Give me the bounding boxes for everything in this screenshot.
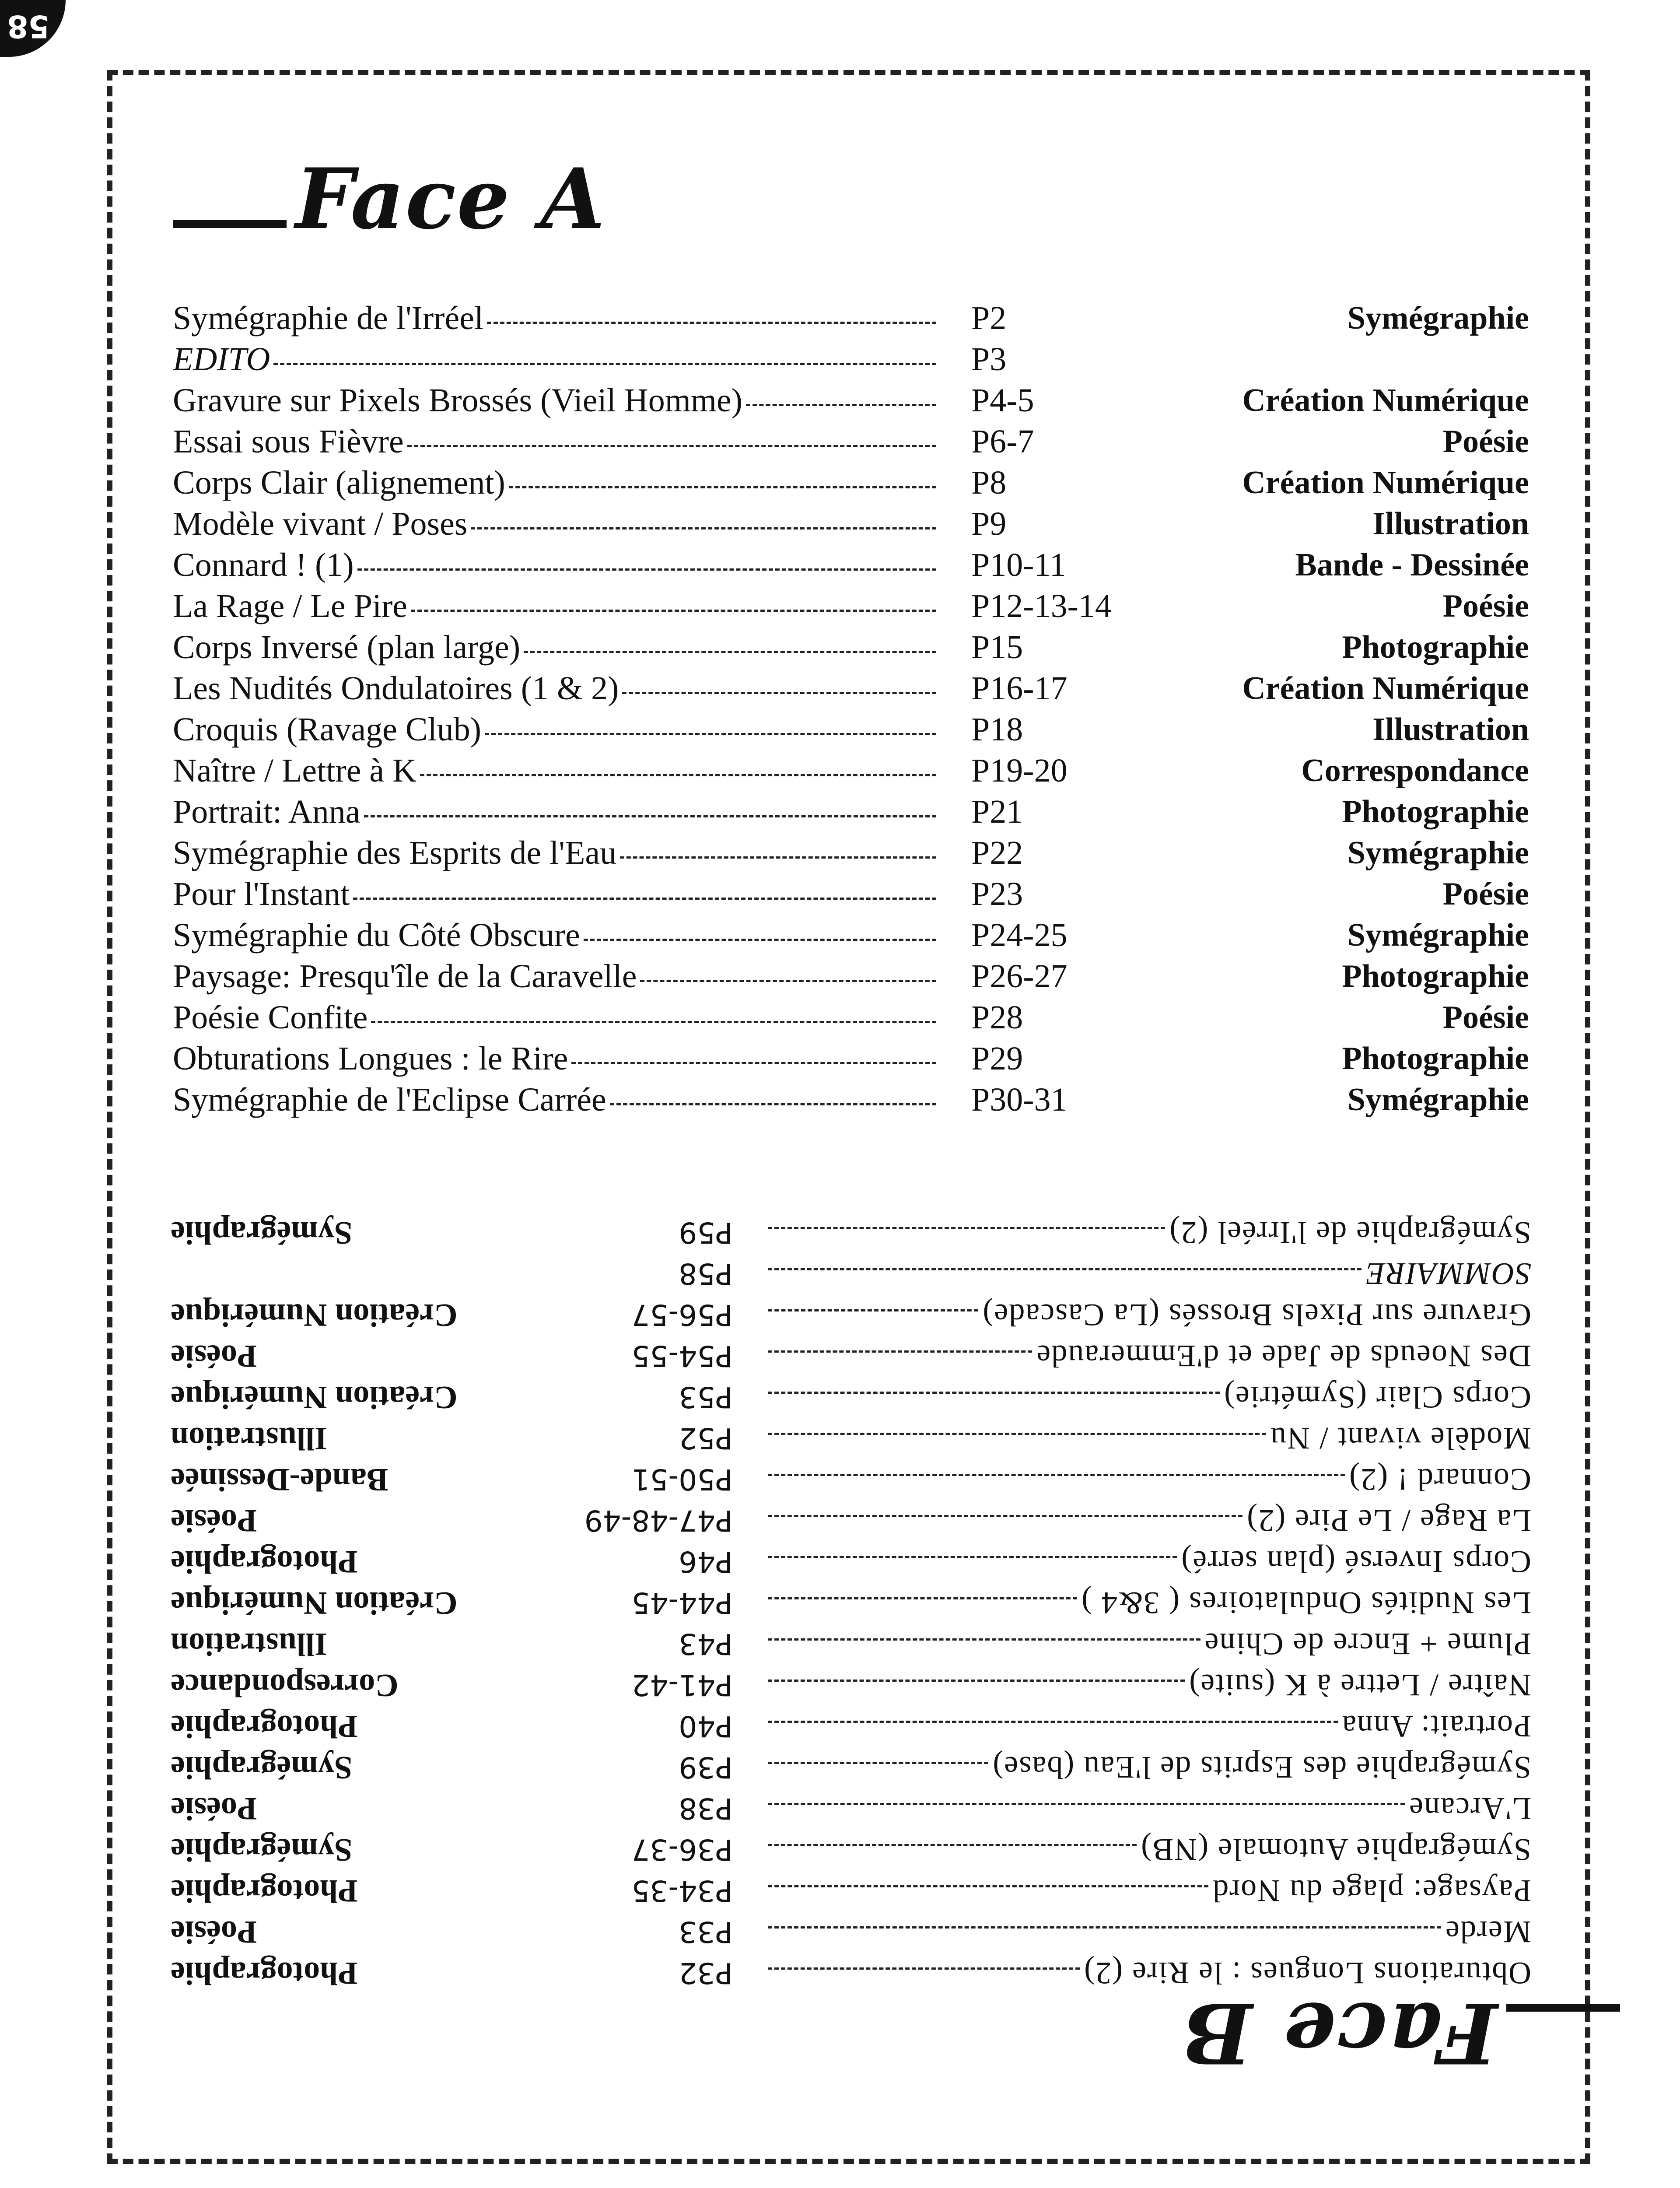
dash-leader [768,1762,988,1764]
toc-entry-pages: P18 [971,711,1023,748]
toc-entry-category: Création Numérique [1242,464,1529,501]
toc-row [171,1377,1531,1418]
toc-entry-pages: P54-55 [631,1339,733,1373]
toc-entry-pages: P36-37 [631,1833,733,1867]
toc-entry-title [173,505,936,543]
dash-leader [768,1886,1208,1888]
dash-leader [485,733,936,735]
toc-entry-pages: P32 [679,1956,733,1990]
dash-leader [471,527,936,529]
toc-entry-category: Poésie [171,1914,257,1950]
toc-entry-title-text: Essai sous Fièvre [173,423,404,460]
heading-underline [1506,2004,1620,2012]
toc-entry-title [768,1379,1531,1416]
toc-entry-title-text: La Rage / Le Pire (2) [1246,1503,1531,1539]
toc-entry-pages: P28 [971,999,1023,1036]
dash-leader [640,980,936,982]
toc-entry-title [768,1462,1531,1498]
page-number-tab [0,0,66,57]
toc-entry-title-text: Modèle vivant / Nu [1270,1421,1531,1456]
toc-entry-category: Photographie [171,1708,358,1745]
toc-entry-category: Photographie [1342,793,1529,830]
toc-entry-pages: P59 [679,1216,733,1250]
toc-entry-pages: P8 [971,464,1007,501]
toc-entry-pages: P30-31 [971,1081,1068,1118]
toc-entry-pages: P56-57 [631,1298,733,1332]
toc-entry-category: Correspondance [171,1667,399,1704]
toc-entry-pages: P53 [679,1380,733,1414]
toc-row [173,668,1529,709]
toc-row [173,421,1529,462]
toc-entry-title [173,793,936,831]
toc-entry-title-text: Corps Inversé (plan serré) [1180,1544,1531,1580]
dash-leader [420,774,936,776]
toc-row [173,627,1529,668]
toc-entry-category: Photographie [171,1873,358,1909]
toc-row [173,462,1529,503]
dash-leader [768,1474,1345,1476]
dash-leader [768,1803,1405,1806]
toc-entry-pages: P41-42 [631,1668,733,1702]
toc-entry-category: Symégraphie [1347,300,1529,336]
toc-entry-category: Création Numérique [1242,670,1529,706]
toc-entry-category: Symégraphie [171,1215,353,1251]
toc-entry-category: Illustration [1372,711,1529,747]
toc-row [171,1623,1531,1665]
dash-leader [610,1103,936,1105]
toc-row [173,339,1529,380]
toc-entry-pages: P33 [679,1915,733,1949]
toc-entry-pages: P2 [971,299,1007,337]
face-b-table-of-contents [171,1212,1531,1994]
toc-entry-title [768,1914,1531,1950]
toc-entry-category: Symégraphie [1347,917,1529,953]
toc-entry-title [173,916,936,954]
dash-leader [768,1269,1362,1271]
toc-entry-title [768,1420,1531,1457]
toc-entry-pages: P47-48-49 [584,1504,733,1538]
dash-leader [353,898,936,900]
dash-leader [768,1515,1242,1518]
dash-leader [768,1844,1137,1847]
toc-row [173,298,1529,339]
toc-row [171,1788,1531,1829]
dash-leader [357,568,936,571]
toc-entry-title [768,1873,1531,1909]
toc-entry-pages: P22 [971,834,1023,871]
toc-entry-title [768,1297,1531,1333]
toc-row [171,1418,1531,1459]
toc-entry-title-text: Obturations Longues : le Rire [173,1040,568,1077]
toc-entry-title-text: Symégraphie de l'Eclipse Carrée [173,1081,606,1118]
toc-entry-category: Poésie [1442,588,1529,624]
toc-entry-title-text: La Rage / Le Pire [173,587,408,624]
toc-entry-category: Bande - Dessinée [1295,547,1529,583]
toc-entry-title [173,464,936,502]
toc-row [171,1665,1531,1706]
toc-entry-title-text: Corps Inversé (plan large) [173,628,521,666]
toc-entry-title-text: Les Nudités Ondulatoires ( 3&4 ) [1081,1585,1531,1621]
toc-entry-pages: P24-25 [971,916,1068,954]
toc-entry-pages: P21 [971,793,1023,830]
dash-leader [524,651,936,653]
toc-entry-title [768,1708,1531,1745]
toc-entry-title [768,1256,1531,1292]
toc-entry-title-text: Paysage: plage du Nord [1212,1873,1531,1909]
toc-entry-title-text: Symégraphie de l'Irréel [173,299,484,337]
toc-row [171,1459,1531,1500]
toc-row [171,1541,1531,1582]
toc-entry-category: Symégraphie [1347,835,1529,871]
toc-entry-title-text: Gravure sur Pixels Brossés (La Cascade) [982,1297,1531,1333]
toc-entry-title [768,1626,1531,1662]
toc-entry-title-text: SOMMAIRE [1365,1256,1531,1292]
dash-leader [487,322,936,324]
toc-entry-pages: P40 [679,1709,733,1743]
toc-entry-title-text: Naître / Lettre à K [173,752,417,789]
toc-entry-title [768,1544,1531,1580]
dash-leader [768,1680,1185,1682]
toc-entry-title-text: Modèle vivant / Poses [173,505,468,542]
dash-leader [768,1639,1200,1641]
toc-entry-title-text: Connard ! (1) [173,546,354,583]
toc-entry-pages: P58 [679,1257,733,1291]
toc-row [173,586,1529,627]
toc-row [171,1706,1531,1747]
toc-row [171,1212,1531,1253]
toc-entry-category: Poésie [1442,999,1529,1035]
toc-entry-title [173,670,936,708]
toc-entry-title [173,875,936,913]
toc-entry-category: Création Numérique [1242,382,1529,418]
toc-entry-title-text: Symégraphie de l'Irréel (2) [1169,1215,1531,1251]
toc-entry-title [173,423,936,461]
toc-entry-title-text: Paysage: Presqu'île de la Caravelle [173,957,637,995]
dash-leader [620,856,936,859]
toc-entry-title-text: Pour l'Instant [173,875,350,912]
toc-entry-category: Illustration [1372,505,1529,542]
toc-entry-title [173,628,936,666]
toc-entry-title [173,999,936,1037]
toc-entry-title-text: Symégraphie des Esprits de l'Eau [173,834,617,871]
toc-entry-pages: P34-35 [631,1874,733,1908]
toc-entry-title [768,1667,1531,1704]
toc-entry-title-text: Plume + Encre de Chine [1204,1627,1531,1662]
page-number: 58 [7,8,50,44]
dash-leader [364,815,936,817]
toc-entry-title [768,1338,1531,1375]
toc-entry-pages: P43 [679,1627,733,1661]
toc-entry-category: Poésie [171,1503,257,1539]
toc-entry-category: Symégraphie [171,1750,353,1786]
face-b-heading [1181,1984,1620,2082]
toc-entry-category: Création Numérique [171,1585,458,1621]
toc-entry-title-text: Gravure sur Pixels Brossés (Vieil Homme) [173,382,742,419]
heading-underline [173,220,287,228]
toc-row [171,1870,1531,1911]
dash-leader [768,1927,1441,1929]
dash-leader [407,445,936,447]
toc-entry-title-text: Les Nudités Ondulatoires (1 & 2) [173,670,619,707]
toc-entry-pages: P26-27 [971,957,1068,995]
toc-entry-title [173,299,936,337]
face-a-heading [173,150,606,248]
dash-leader [584,939,936,941]
toc-entry-pages: P19-20 [971,752,1068,789]
toc-entry-title [768,1791,1531,1827]
dash-leader [371,1021,936,1023]
toc-row [173,544,1529,586]
face-b-heading-text: Face B [1181,1984,1498,2082]
toc-entry-title-text: Merde [1445,1914,1531,1950]
dash-leader [768,1598,1077,1600]
face-a-table-of-contents [173,298,1529,1120]
toc-entry-pages: P50-51 [631,1462,733,1497]
toc-entry-title-text: Croquis (Ravage Club) [173,711,482,748]
toc-row [173,791,1529,832]
dash-leader [768,1351,1032,1353]
toc-entry-title [173,834,936,872]
toc-entry-title [768,1832,1531,1868]
toc-entry-title [768,1750,1531,1786]
toc-entry-pages: P16-17 [971,670,1068,707]
toc-entry-title [173,546,936,584]
toc-entry-category: Correspondance [1301,752,1529,789]
dash-leader [411,610,936,612]
toc-entry-pages: P52 [679,1421,733,1455]
toc-entry-category: Bande-Dessinée [171,1462,388,1498]
toc-entry-category: Illustration [171,1626,327,1662]
toc-entry-title [173,711,936,749]
toc-entry-title-text: Symégraphie Automale (NB) [1140,1832,1531,1868]
toc-row [173,873,1529,915]
dash-leader [746,404,936,406]
toc-entry-pages: P46 [679,1545,733,1579]
dash-leader [768,1721,1338,1723]
dash-leader [768,1310,978,1312]
toc-entry-title-text: Portrait: Anna [173,793,360,830]
toc-entry-category: Poésie [1442,876,1529,912]
toc-row [173,750,1529,791]
toc-entry-category: Photographie [171,1955,358,1992]
toc-row [171,1336,1531,1377]
dash-leader [768,1557,1177,1559]
toc-entry-title-text: Des Noeuds de Jade et d'Emmeraude [1036,1339,1531,1374]
toc-entry-title-text: Obturations Longues : le Rire (2) [1083,1956,1531,1991]
toc-row [173,1079,1529,1120]
toc-entry-pages: P4-5 [971,382,1034,419]
toc-entry-category: Symégraphie [171,1832,353,1868]
dash-leader [622,692,936,694]
toc-row [171,1294,1531,1336]
toc-entry-title [173,1081,936,1119]
toc-row [173,832,1529,873]
toc-entry-category: Photographie [1342,629,1529,665]
toc-entry-title [768,1585,1531,1621]
toc-entry-title [173,340,936,379]
toc-entry-title-text: Corps Clair (alignement) [173,464,505,501]
toc-entry-title-text: Connard ! (2) [1348,1462,1531,1497]
dash-leader [571,1062,936,1064]
toc-entry-title [173,957,936,996]
dash-leader [768,1392,1220,1394]
toc-entry-title-text: Corps Clair (Symétrie) [1223,1380,1531,1415]
toc-row [173,915,1529,956]
toc-entry-category: Illustration [171,1420,327,1457]
toc-entry-title-text: Naître / Lettre à K (suite) [1188,1668,1531,1703]
dash-leader [768,1433,1266,1435]
toc-entry-title-text: L'Arcane [1408,1791,1531,1827]
toc-entry-title-text: Symégraphie des Esprits de l'Eau (base) [992,1750,1531,1785]
toc-entry-pages: P39 [679,1750,733,1785]
toc-entry-title-text: EDITO [173,340,270,378]
toc-entry-pages: P29 [971,1040,1023,1077]
toc-row [171,1911,1531,1953]
toc-entry-title [768,1215,1531,1251]
toc-entry-title-text: Portrait: Anna [1341,1709,1531,1744]
toc-entry-category: Poésie [171,1338,257,1375]
dash-leader [273,363,936,365]
toc-entry-category: Photographie [171,1544,358,1580]
toc-row [173,709,1529,750]
toc-entry-title-text: Symégraphie du Côté Obscure [173,916,580,954]
toc-row [171,1829,1531,1870]
toc-entry-title [173,752,936,790]
toc-entry-pages: P23 [971,875,1023,912]
toc-entry-category: Poésie [1442,423,1529,459]
dash-leader [768,1227,1165,1230]
toc-entry-pages: P44-45 [631,1586,733,1620]
dash-leader [768,1968,1080,1970]
toc-entry-title-text: Poésie Confite [173,999,368,1036]
toc-row [173,1038,1529,1079]
toc-row [173,380,1529,421]
toc-row [171,1500,1531,1541]
toc-entry-category: Photographie [1342,1040,1529,1076]
toc-entry-category: Photographie [1342,958,1529,994]
toc-row [171,1253,1531,1294]
toc-entry-category: Symégraphie [1347,1081,1529,1118]
toc-entry-pages: P9 [971,505,1007,542]
toc-row [171,1747,1531,1788]
toc-entry-pages: P38 [679,1792,733,1826]
toc-row [171,1582,1531,1623]
toc-entry-title [173,1040,936,1078]
toc-entry-pages: P3 [971,340,1007,378]
toc-entry-category: Création Numérique [171,1297,458,1333]
toc-entry-category: Création Numérique [171,1379,458,1416]
toc-row [173,956,1529,997]
dash-leader [509,486,936,488]
toc-entry-pages: P10-11 [971,546,1066,583]
face-a-heading-text: Face A [295,150,606,248]
toc-row [173,503,1529,544]
toc-entry-category: Poésie [171,1791,257,1827]
toc-entry-pages: P15 [971,628,1023,666]
toc-entry-pages: P12-13-14 [971,587,1112,624]
toc-entry-pages: P6-7 [971,423,1034,460]
toc-entry-title [173,382,936,420]
toc-row [173,997,1529,1038]
toc-entry-title [173,587,936,625]
toc-entry-title [768,1503,1531,1539]
